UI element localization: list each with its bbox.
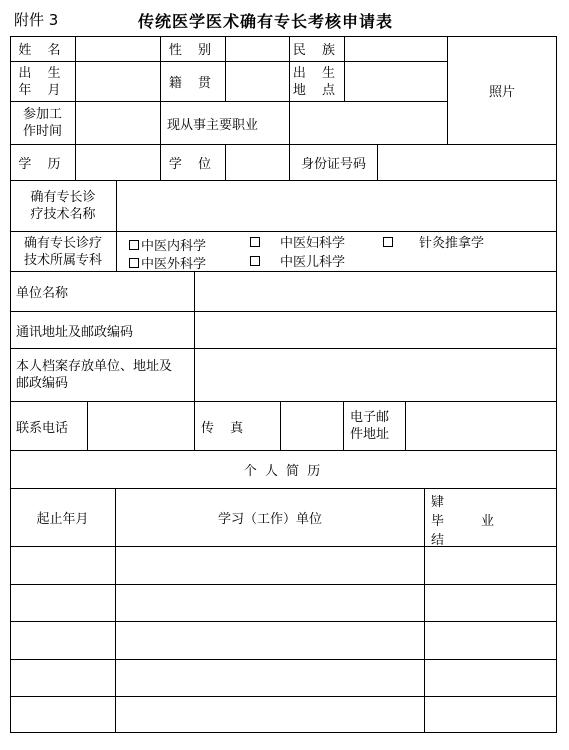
specialty-option-acupuncture[interactable]	[383, 232, 484, 251]
specialty-label-acupuncture: 针灸推拿学	[419, 236, 485, 251]
education-label: 学 历	[10, 145, 76, 181]
phone-label: 联系电话	[10, 402, 88, 451]
resume-unit-cell[interactable]	[116, 622, 425, 660]
resume-period-cell[interactable]	[10, 622, 116, 660]
gender-label: 性 别	[161, 36, 226, 62]
specialty-option-surgery[interactable]	[129, 253, 206, 272]
technique-name-label: 确有专长诊 疗技术名称	[10, 181, 117, 232]
phone-field[interactable]	[88, 402, 195, 451]
checkbox[interactable]	[250, 237, 260, 247]
certificate-header	[425, 489, 557, 547]
birth-place-field[interactable]	[345, 62, 448, 102]
ethnicity-field[interactable]	[345, 36, 448, 62]
name-field[interactable]	[76, 36, 161, 62]
name-label: 姓 名	[10, 36, 76, 62]
cert-char-a: 肄	[431, 495, 445, 510]
resume-unit-cell[interactable]	[116, 660, 425, 697]
native-place-field[interactable]	[226, 62, 290, 102]
native-place-label: 籍 贯	[161, 62, 226, 102]
resume-period-cell[interactable]	[10, 547, 116, 585]
ethnicity-label: 民 族	[290, 36, 345, 62]
degree-label: 学 位	[161, 145, 226, 181]
id-number-label: 身份证号码	[290, 145, 378, 181]
id-number-field[interactable]	[378, 145, 557, 181]
resume-cert-cell[interactable]	[425, 585, 557, 622]
education-field[interactable]	[76, 145, 161, 181]
work-start-field[interactable]	[76, 102, 161, 145]
birth-place-label: 出 生 地 点	[290, 62, 345, 102]
annex-label: 附件 3	[14, 11, 59, 29]
degree-field[interactable]	[226, 145, 290, 181]
specialty-option-internal[interactable]	[129, 235, 206, 254]
resume-unit-cell[interactable]	[116, 585, 425, 622]
occupation-field[interactable]	[290, 102, 448, 145]
unit-name-field[interactable]	[195, 272, 557, 312]
birth-date-field[interactable]	[76, 62, 161, 102]
resume-cert-cell[interactable]	[425, 547, 557, 585]
specialty-label: 确有专长诊疗 技术所属专科	[10, 232, 117, 272]
cert-char-d: 结	[431, 533, 445, 548]
specialty-label-gynecology: 中医妇科学	[280, 236, 346, 251]
archive-field[interactable]	[195, 349, 557, 402]
specialty-option-pediatrics[interactable]	[250, 251, 345, 270]
cert-char-c: 业	[481, 514, 495, 529]
specialty-label-pediatrics: 中医儿科学	[280, 255, 346, 270]
checkbox[interactable]	[129, 240, 139, 250]
checkbox[interactable]	[383, 237, 393, 247]
photo-box: 照片	[448, 36, 557, 145]
resume-period-cell[interactable]	[10, 697, 116, 733]
page-title: 传统医学医术确有专长考核申请表	[138, 12, 394, 31]
resume-cert-cell[interactable]	[425, 622, 557, 660]
technique-name-field[interactable]	[117, 181, 557, 232]
specialty-options	[117, 232, 557, 272]
specialty-option-gynecology[interactable]	[250, 232, 345, 251]
checkbox[interactable]	[250, 256, 260, 266]
email-label: 电子邮 件地址	[344, 402, 406, 451]
fax-label: 传 真	[195, 402, 281, 451]
resume-period-cell[interactable]	[10, 585, 116, 622]
email-field[interactable]	[406, 402, 557, 451]
title-row	[0, 0, 569, 36]
resume-heading: 个 人 简 历	[10, 451, 557, 489]
unit-name-label: 单位名称	[10, 272, 195, 312]
work-start-label: 参加工 作时间	[10, 102, 76, 145]
resume-unit-cell[interactable]	[116, 697, 425, 733]
resume-cert-cell[interactable]	[425, 660, 557, 697]
gender-field[interactable]	[226, 36, 290, 62]
specialty-label-internal: 中医内科学	[141, 239, 207, 254]
address-post-label: 通讯地址及邮政编码	[10, 312, 195, 349]
address-post-field[interactable]	[195, 312, 557, 349]
birth-date-label: 出 生 年 月	[10, 62, 76, 102]
archive-label: 本人档案存放单位、地址及 邮政编码	[10, 349, 195, 402]
unit-header: 学习（工作）单位	[116, 489, 425, 547]
period-header: 起止年月	[10, 489, 116, 547]
cert-char-b: 毕	[431, 514, 445, 529]
resume-cert-cell[interactable]	[425, 697, 557, 733]
resume-unit-cell[interactable]	[116, 547, 425, 585]
checkbox[interactable]	[129, 258, 139, 268]
specialty-label-surgery: 中医外科学	[141, 257, 207, 272]
resume-period-cell[interactable]	[10, 660, 116, 697]
occupation-label: 现从事主要职业	[161, 102, 290, 145]
fax-field[interactable]	[281, 402, 344, 451]
